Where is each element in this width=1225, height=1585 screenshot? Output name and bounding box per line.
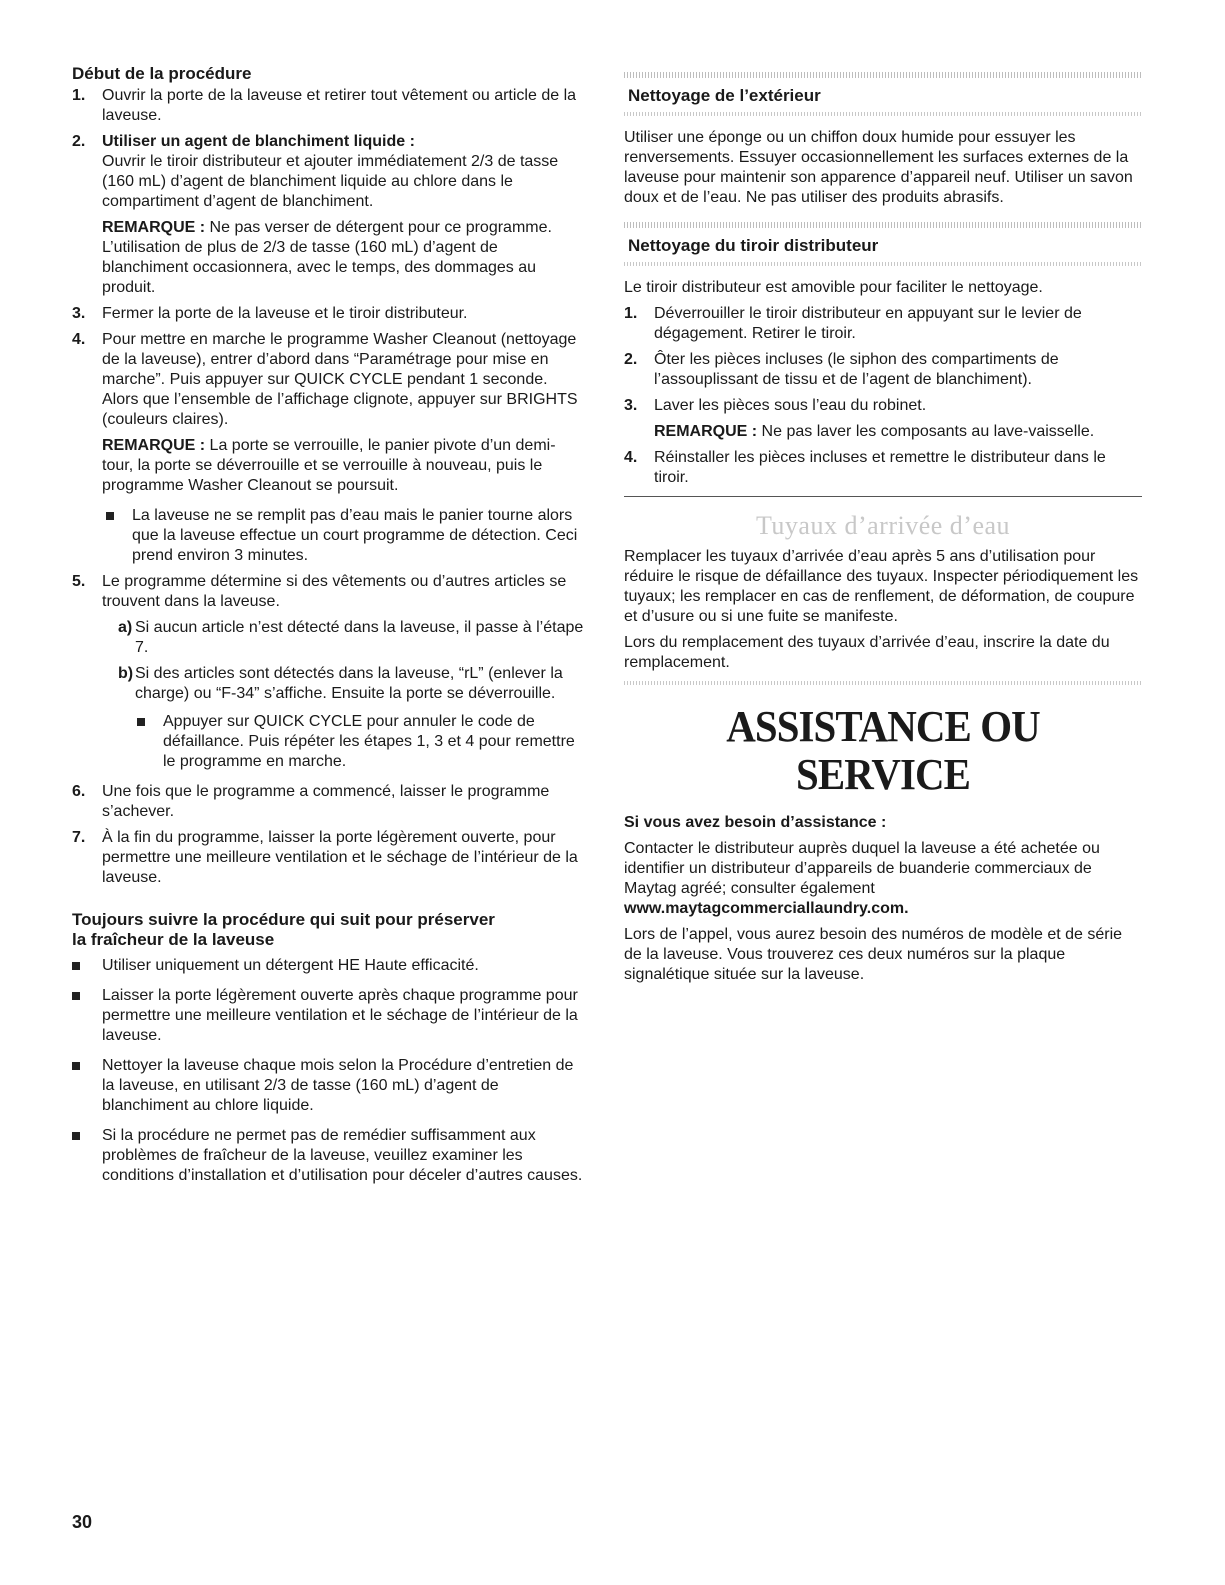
step-number: 4. bbox=[624, 449, 638, 466]
note-label: REMARQUE : bbox=[102, 219, 206, 236]
water-hoses-title: Tuyaux d’arrivée d’eau bbox=[755, 511, 1011, 540]
freshness-bullet-1 bbox=[72, 956, 584, 976]
exterior-cleaning-heading: Nettoyage de l’extérieur bbox=[628, 86, 821, 105]
assistance-text-2: Lors de l’appel, vous aurez besoin des numéros de modèle et de série de la laveuse. Vous trouverez ces deux numéros sur la plaque signalétique située sur la laveuse. bbox=[624, 926, 1123, 983]
step-note bbox=[654, 422, 1142, 442]
left-column bbox=[72, 64, 584, 1196]
sub-step-label: a) bbox=[118, 619, 133, 636]
right-column bbox=[624, 72, 1142, 991]
step-number: 3. bbox=[624, 397, 638, 414]
step-text: À la fin du programme, laisser la porte légèrement ouverte, pour permettre une meilleure ventilation et le séchage de l’intérieur de la laveuse. bbox=[102, 829, 578, 886]
bullet-text: Nettoyer la laveuse chaque mois selon la Procédure d’entretien de la laveuse, en utilisant 2/3 de tasse (160 mL) d’agent de blanchiment au chlore liquide. bbox=[102, 1057, 574, 1114]
water-hoses-text-1: Remplacer les tuyaux d’arrivée d’eau après 5 ans d’utilisation pour réduire le risque de défaillance des tuyaux. Inspecter périodiquement les tuyaux; les remplacer en cas de renflement, de déformation, de coupure et d’usure ou si une fuite se manifeste. bbox=[624, 548, 1139, 625]
sub-step-b bbox=[118, 664, 584, 772]
step-number: 3. bbox=[72, 305, 86, 322]
step-text: Ouvrir la porte de la laveuse et retirer tout vêtement ou article de la laveuse. bbox=[102, 87, 577, 124]
drawer-intro: Le tiroir distributeur est amovible pour faciliter le nettoyage. bbox=[624, 279, 1043, 296]
drawer-step-2 bbox=[624, 350, 1142, 390]
freshness-bullet-3 bbox=[72, 1056, 584, 1116]
assistance-subheading: Si vous avez besoin d’assistance : bbox=[624, 814, 887, 831]
freshness-heading-line1: Toujours suivre la procédure qui suit pour préserver bbox=[72, 910, 495, 929]
section-band bbox=[624, 681, 1142, 685]
sub-step-text: Si aucun article n’est détecté dans la laveuse, il passe à l’étape 7. bbox=[135, 619, 584, 656]
step-text: Une fois que le programme a commencé, laisser le programme s’achever. bbox=[102, 783, 550, 820]
bullet-text: Utiliser uniquement un détergent HE Haute efficacité. bbox=[102, 957, 479, 974]
step-number: 2. bbox=[72, 133, 86, 150]
step-4 bbox=[72, 330, 584, 566]
note-label: REMARQUE : bbox=[102, 437, 206, 454]
assistance-text-1 bbox=[624, 839, 1142, 919]
freshness-heading-line2: la fraîcheur de la laveuse bbox=[72, 930, 275, 949]
drawer-step-3 bbox=[624, 396, 1142, 442]
step-note bbox=[102, 436, 584, 496]
maytag-website-link[interactable]: www.maytagcommerciallaundry.com. bbox=[624, 900, 909, 917]
step-1 bbox=[72, 86, 584, 126]
header-band-bottom bbox=[624, 112, 1142, 116]
step-text: Fermer la porte de la laveuse et le tiroir distributeur. bbox=[102, 305, 468, 322]
bullet-text: Si la procédure ne permet pas de remédier suffisamment aux problèmes de fraîcheur de la laveuse, veuillez examiner les conditions d’installation et d’utilisation pour déceler d’autres causes. bbox=[102, 1127, 583, 1184]
step-text: Déverrouiller le tiroir distributeur en appuyant sur le levier de dégagement. Retirer le tiroir. bbox=[654, 305, 1082, 342]
page-number: 30 bbox=[72, 1512, 93, 1532]
bullet-text: La laveuse ne se remplit pas d’eau mais le panier tourne alors que la laveuse effectue un court programme de détection. Ceci prend environ 3 minutes. bbox=[132, 507, 578, 564]
freshness-bullet-2 bbox=[72, 986, 584, 1046]
exterior-cleaning-text: Utiliser une éponge ou un chiffon doux humide pour essuyer les renversements. Essuyer occasionnellement les surfaces externes de la laveuse pour maintenir son apparence d’appareil neuf. Utiliser un savon doux et de l’eau. Ne pas utiliser des produits abrasifs. bbox=[624, 129, 1133, 206]
square-bullet-icon bbox=[137, 718, 145, 726]
step-number: 1. bbox=[72, 87, 86, 104]
step-text: Laver les pièces sous l’eau du robinet. bbox=[654, 397, 927, 414]
note-text: Ne pas laver les composants au lave-vaisselle. bbox=[757, 423, 1095, 440]
procedure-heading: Début de la procédure bbox=[72, 64, 252, 83]
sub-step-a bbox=[118, 618, 584, 658]
bullet-text: Appuyer sur QUICK CYCLE pour annuler le code de défaillance. Puis répéter les étapes 1, 3 et 4 pour remettre le programme en marche. bbox=[163, 713, 575, 770]
step-3 bbox=[72, 304, 584, 324]
assistance-service-title: ASSISTANCE OU SERVICE bbox=[726, 702, 1040, 799]
header-band-bottom bbox=[624, 262, 1142, 266]
step-number: 6. bbox=[72, 783, 86, 800]
note-text: La porte se verrouille, le panier pivote d’un demi-tour, la porte se déverrouille et se verrouille à nouveau, puis le programme Washer Cleanout se poursuit. bbox=[102, 437, 556, 494]
step-number: 2. bbox=[624, 351, 638, 368]
square-bullet-icon bbox=[106, 512, 114, 520]
sub-step-bullet bbox=[135, 712, 584, 772]
step-note bbox=[102, 218, 584, 298]
step-6 bbox=[72, 782, 584, 822]
step-text: Ouvrir le tiroir distributeur et ajouter immédiatement 2/3 de tasse (160 mL) d’agent de blanchiment liquide au chlore dans le compartiment d’agent de blanchiment. bbox=[102, 153, 559, 210]
step-text: Réinstaller les pièces incluses et remettre le distributeur dans le tiroir. bbox=[654, 449, 1106, 486]
note-label: REMARQUE : bbox=[654, 423, 758, 440]
step-number: 5. bbox=[72, 573, 86, 590]
step-number: 4. bbox=[72, 331, 86, 348]
step-text: Ôter les pièces incluses (le siphon des compartiments de l’assouplissant de tissu et de l’agent de blanchiment). bbox=[654, 351, 1059, 388]
square-bullet-icon bbox=[72, 1132, 80, 1140]
step-2 bbox=[72, 132, 584, 298]
square-bullet-icon bbox=[72, 992, 80, 1000]
sub-step-text: Si des articles sont détectés dans la laveuse, “rL” (enlever la charge) ou “F-34” s’affiche. Ensuite la porte se déverrouille. bbox=[135, 665, 563, 702]
drawer-step-4 bbox=[624, 448, 1142, 488]
square-bullet-icon bbox=[72, 1062, 80, 1070]
step-title: Utiliser un agent de blanchiment liquide : bbox=[102, 133, 415, 150]
step-7 bbox=[72, 828, 584, 888]
drawer-step-1 bbox=[624, 304, 1142, 344]
freshness-bullet-4 bbox=[72, 1126, 584, 1186]
section-divider bbox=[624, 496, 1142, 497]
square-bullet-icon bbox=[72, 962, 80, 970]
assistance-text: Contacter le distributeur auprès duquel la laveuse a été achetée ou identifier un distributeur d’appareils de buanderie commerciaux de Maytag agréé; consulter également bbox=[624, 840, 1100, 897]
sub-step-label: b) bbox=[118, 665, 134, 682]
water-hoses-text-2: Lors du remplacement des tuyaux d’arrivée d’eau, inscrire la date du remplacement. bbox=[624, 634, 1110, 671]
step-text: Pour mettre en marche le programme Washer Cleanout (nettoyage de la laveuse), entrer d’abord dans “Paramétrage pour mise en marche”. Puis appuyer sur QUICK CYCLE pendant 1 seconde. Alors que l’ensemble de l’affichage clignote, appuyer sur BRIGHTS (couleurs claires). bbox=[102, 331, 578, 428]
step-number: 1. bbox=[624, 305, 638, 322]
drawer-cleaning-heading: Nettoyage du tiroir distributeur bbox=[628, 236, 879, 255]
step-number: 7. bbox=[72, 829, 86, 846]
note-text: Ne pas verser de détergent pour ce programme. L’utilisation de plus de 2/3 de tasse (160 mL) d’agent de blanchiment occasionnera, avec le temps, des dommages au produit. bbox=[102, 219, 552, 296]
bullet-text: Laisser la porte légèrement ouverte après chaque programme pour permettre une meilleure ventilation et le séchage de l’intérieur de la laveuse. bbox=[102, 987, 578, 1044]
step-5 bbox=[72, 572, 584, 772]
step-text: Le programme détermine si des vêtements ou d’autres articles se trouvent dans la laveuse. bbox=[102, 573, 567, 610]
step-bullet bbox=[104, 506, 584, 566]
